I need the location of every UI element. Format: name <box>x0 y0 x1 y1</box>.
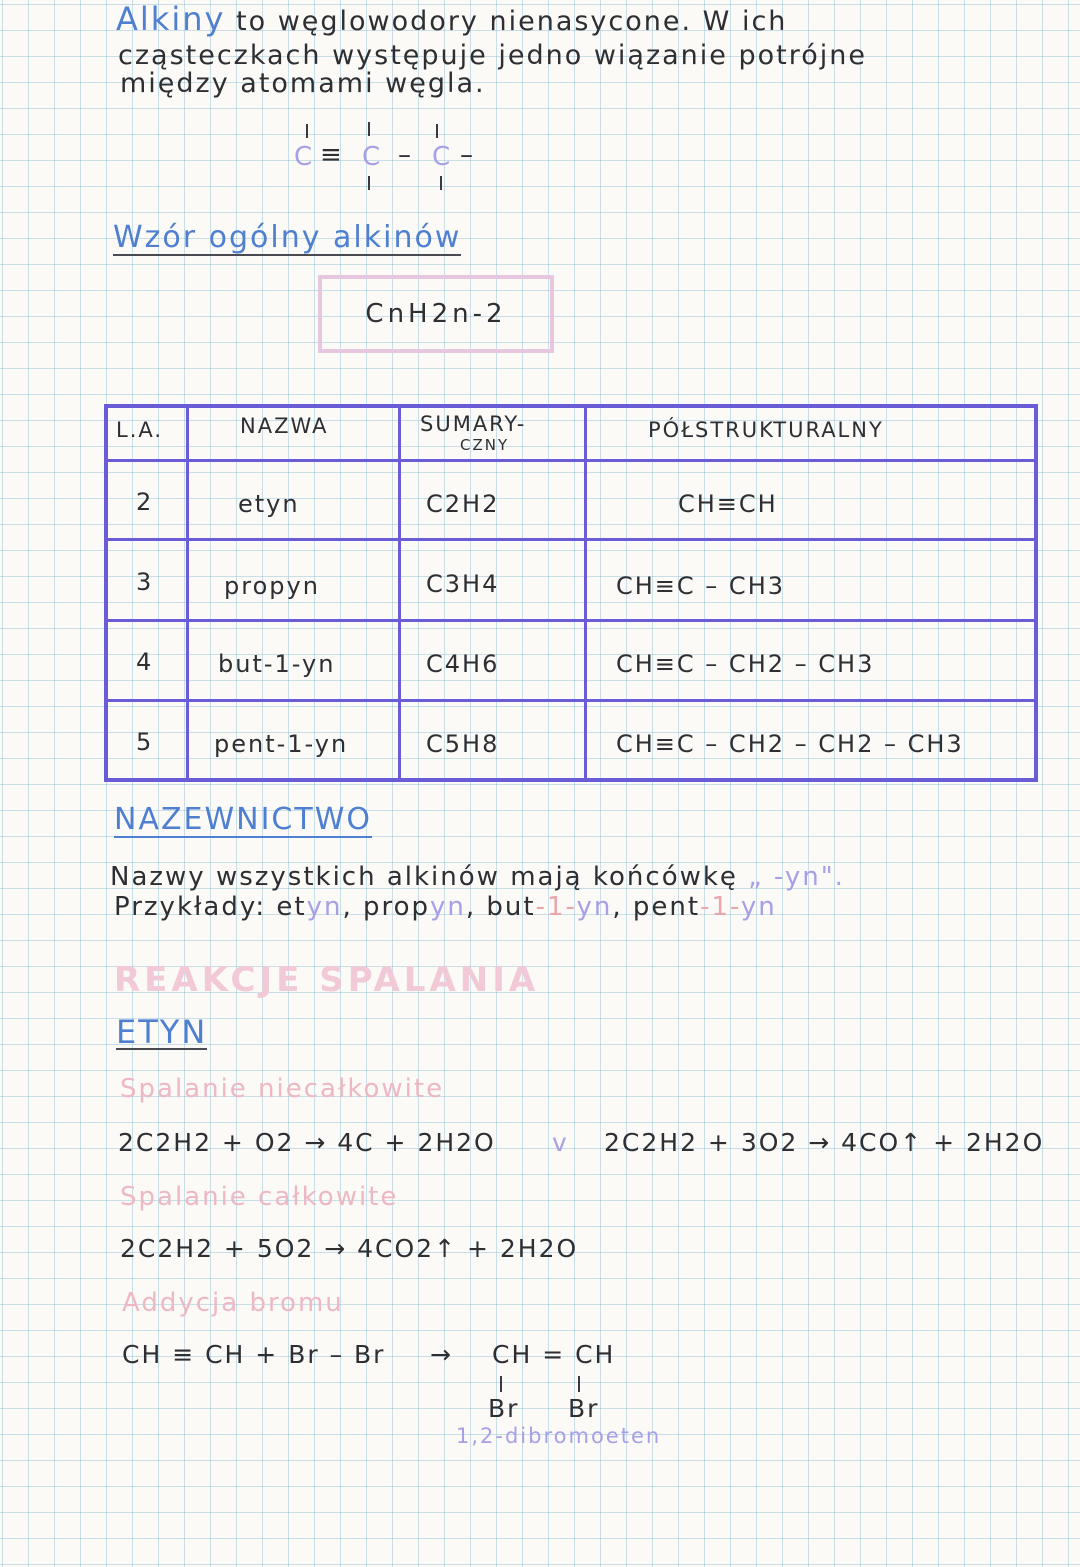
table-divider <box>584 404 587 782</box>
nomenclature-sentence: Nazwy wszystkich alkinów mają końcówkę <box>110 862 738 892</box>
or-symbol: v <box>552 1128 569 1157</box>
example-pentyn <box>633 892 777 922</box>
carbon-1: C <box>294 142 313 172</box>
incomplete-equation-2: 2C2H2 + 3O2 → 4CO↑ + 2H2O <box>604 1128 1045 1157</box>
header-la: L.A. <box>116 418 164 442</box>
nomenclature-ending: „ -yn". <box>748 862 845 892</box>
product-name: 1,2-dibromoeten <box>456 1424 662 1448</box>
cell-sumaryczny: C4H6 <box>426 650 500 678</box>
cell-polstrukturalny: CH≡CH <box>678 490 778 518</box>
general-formula: CnH2n-2 <box>365 299 507 329</box>
header-sumaryczny-2: CZNY <box>460 436 510 454</box>
bromine-reactants: CH ≡ CH + Br – Br <box>122 1340 386 1369</box>
incomplete-combustion-label: Spalanie niecałkowite <box>120 1074 445 1104</box>
example-stem: but <box>486 892 536 922</box>
carbon-2: C <box>362 142 381 172</box>
carbon-3: C <box>432 142 451 172</box>
reaction-arrow: → <box>430 1340 453 1369</box>
table-divider <box>398 404 401 782</box>
bond-tick <box>368 122 370 136</box>
example-butyn <box>486 892 612 922</box>
incomplete-equation-1: 2C2H2 + O2 → 4C + 2H2O <box>118 1128 496 1157</box>
nomenclature-examples <box>114 892 777 922</box>
example-stem: pent <box>632 892 701 922</box>
cell-nazwa: propyn <box>224 572 320 600</box>
example-separator: , <box>465 892 477 922</box>
cell-polstrukturalny: CH≡C – CH2 – CH2 – CH3 <box>616 730 964 758</box>
general-formula-box <box>318 275 554 353</box>
bromine-addition-label: Addycja bromu <box>122 1288 344 1318</box>
nomenclature-sentence-line <box>110 862 845 892</box>
cell-sumaryczny: C3H4 <box>426 570 500 598</box>
example-etyn <box>276 892 342 922</box>
header-polstrukturalny: PÓŁSTRUKTURALNY <box>648 418 884 442</box>
intro-line-1 <box>116 0 788 38</box>
bromine-product: CH = CH <box>492 1340 616 1369</box>
cell-nazwa: pent-1-yn <box>214 730 349 758</box>
table-divider <box>104 459 1038 462</box>
example-suffix: yn <box>306 892 343 922</box>
bromine-atom-1: Br <box>488 1394 520 1423</box>
table-divider <box>104 699 1038 702</box>
table-divider <box>104 538 1038 541</box>
cell-nazwa: etyn <box>238 490 300 518</box>
bond-tick <box>306 124 308 138</box>
triple-bond: ≡ <box>320 140 342 170</box>
header-sumaryczny-1: SUMARY- <box>420 412 527 436</box>
example-suffix: yn <box>430 892 466 922</box>
example-locant: -1- <box>535 892 577 922</box>
bond-tick <box>368 176 370 190</box>
bond-tick <box>578 1376 580 1392</box>
example-suffix: yn <box>740 892 777 922</box>
cell-la: 5 <box>136 728 154 756</box>
example-stem: prop <box>362 892 431 922</box>
intro-line-3: między atomami węgla. <box>120 68 486 99</box>
general-formula-heading: Wzór ogólny alkinów <box>113 220 462 255</box>
single-bond: – <box>398 140 411 170</box>
cell-polstrukturalny: CH≡C – CH2 – CH3 <box>616 650 875 678</box>
cell-la: 2 <box>136 488 154 516</box>
intro-line-2: cząsteczkach występuje jedno wiązanie potrójne <box>118 40 867 71</box>
complete-equation: 2C2H2 + 5O2 → 4CO2↑ + 2H2O <box>120 1234 579 1263</box>
example-propyn <box>363 892 466 922</box>
intro-line-1-rest: to węglowodory nienasycone. W ich <box>236 6 788 37</box>
compound-heading: ETYN <box>116 1013 208 1051</box>
alkyne-table <box>104 404 1038 782</box>
header-nazwa: NAZWA <box>240 414 329 438</box>
cell-sumaryczny: C5H8 <box>426 730 500 758</box>
cell-la: 4 <box>136 648 154 676</box>
example-separator: , <box>612 892 623 922</box>
nomenclature-heading: NAZEWNICTWO <box>114 802 372 837</box>
example-separator: , <box>342 892 353 922</box>
table-divider <box>104 619 1038 622</box>
example-suffix: yn <box>576 892 613 922</box>
examples-label: Przykłady: <box>114 892 267 922</box>
complete-combustion-label: Spalanie całkowite <box>120 1182 399 1212</box>
table-divider <box>186 404 189 782</box>
bromine-atom-2: Br <box>568 1394 600 1423</box>
alkiny-word: Alkiny <box>116 0 226 38</box>
bond-tick <box>436 124 438 138</box>
bond-tick <box>440 176 442 190</box>
example-locant: -1- <box>700 892 741 922</box>
cell-nazwa: but-1-yn <box>218 650 336 678</box>
cell-la: 3 <box>136 568 154 596</box>
cell-polstrukturalny: CH≡C – CH3 <box>616 572 786 600</box>
reactions-heading: REAKCJE SPALANIA <box>114 960 540 1000</box>
cell-sumaryczny: C2H2 <box>426 490 500 518</box>
single-bond: – <box>460 140 473 170</box>
example-stem: et <box>276 892 307 922</box>
bond-tick <box>500 1376 502 1392</box>
